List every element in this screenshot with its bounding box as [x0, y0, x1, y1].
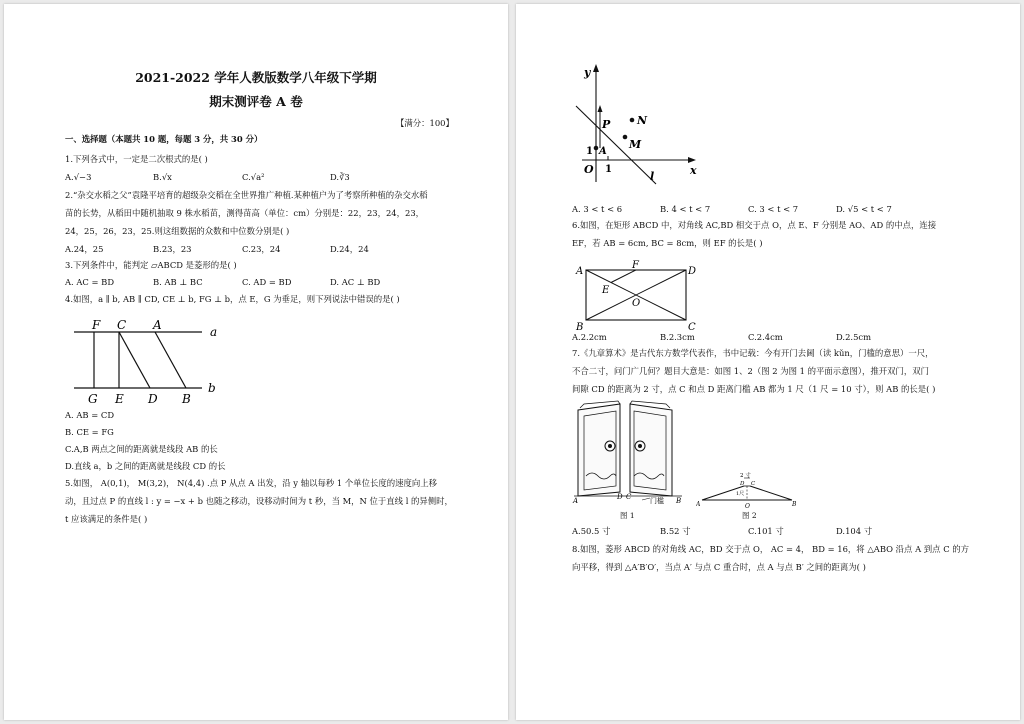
full-marks: 【满分：100】 — [396, 118, 454, 128]
q6-label-e: E — [602, 285, 610, 296]
q7-fig2-label-d: D — [740, 481, 745, 487]
q2-line-2: 苗的长势，从稻田中随机抽取 9 株水稻苗，测得苗高（单位：cm）分别是：22，23，24，23， — [65, 208, 425, 218]
q6-option-c: C.2.4cm — [748, 332, 783, 342]
q5-coordinate-figure — [572, 62, 702, 192]
q3-stem: 3.下列条件中，能判定 ▱ABCD 是菱形的是( ) — [65, 260, 237, 270]
q7-option-d: D.104 寸 — [836, 526, 873, 536]
q7-option-a: A.50.5 寸 — [572, 526, 611, 536]
q7-fig1-label-sill: 门槛 — [650, 497, 664, 504]
q6-label-a: A — [576, 266, 584, 277]
q3-option-d: D. AC ⊥ BD — [330, 277, 381, 287]
q4-stem: 4.如图，a ∥ b, AB ∥ CD, CE ⊥ b, FG ⊥ b，点 E，G 为垂足，则下列说法中错误的是( ) — [65, 294, 400, 304]
q6-label-f: F — [632, 260, 639, 271]
q6-option-a: A.2.2cm — [572, 332, 607, 342]
left-page — [4, 4, 508, 720]
q7-line-3: 间隙 CD 的距离为 2 寸，点 C 和点 D 距离门槛 AB 都为 1 尺（1 尺 = 10 寸），则 AB 的长是( ) — [572, 384, 936, 394]
q6-label-c: C — [688, 322, 696, 332]
exam-subtitle: 期末测评卷 A 卷 — [209, 94, 303, 109]
q1-stem: 1.下列各式中，一定是二次根式的是( ) — [65, 154, 208, 164]
q4-option-c: C.A,B 两点之间的距离就是线段 AB 的长 — [65, 444, 218, 454]
q2-line-3: 24，25，26，23，25.则这组数据的众数和中位数分别是( ) — [65, 226, 290, 236]
q7-fig1-label-d: D — [617, 493, 623, 501]
q7-fig2-caption: 图 2 — [742, 511, 757, 520]
q5-option-d: D. √5 < t < 7 — [836, 204, 892, 214]
q1-option-d: D.∛3 — [330, 172, 350, 182]
q6-rectangle-figure — [574, 258, 700, 332]
q7-fig2-label-top: 2 寸 — [740, 473, 751, 479]
q7-line-1: 7.《九章算术》是古代东方数学代表作，书中记载：今有开门去阃（读 kǔn，门槛的意思）一尺， — [572, 348, 934, 358]
q4-label-b: B — [182, 392, 191, 406]
q7-fig1-label-a: A — [573, 497, 579, 504]
q6-line-1: 6.如图，在矩形 ABCD 中，对角线 AC,BD 相交于点 O，点 E、F 分别是 AO、AD 的中点，连接 — [572, 220, 937, 230]
q7-plan-figure — [696, 470, 798, 510]
q3-option-b: B. AB ⊥ BC — [153, 277, 203, 287]
q5-line-3: t 应该满足的条件是( ) — [65, 514, 148, 524]
q4-figure — [70, 312, 230, 412]
q6-option-b: B.2.3cm — [660, 332, 695, 342]
q2-option-b: B.23，23 — [153, 244, 192, 254]
q6-label-b: B — [576, 322, 584, 332]
q5-label-l: l — [650, 170, 655, 183]
q5-line-2: 动，且过点 P 的直线 l : y = −x + b 也随之移动，设移动时间为 t 秒，当 M，N 位于直线 l 的异侧时， — [65, 496, 453, 506]
q3-option-c: C. AD = BD — [242, 277, 292, 287]
right-page — [516, 4, 1020, 720]
q5-label-one-x: 1 — [605, 164, 612, 175]
q7-fig2-label-a: A — [696, 501, 701, 508]
q7-option-b: B.52 寸 — [660, 526, 691, 536]
q4-label-a: A — [153, 318, 162, 332]
q5-label-a: A — [599, 146, 607, 157]
q5-label-o: O — [584, 163, 594, 176]
q2-option-d: D.24，24 — [330, 244, 369, 254]
q5-label-m: M — [629, 138, 642, 151]
q7-fig2-label-b: B — [792, 501, 797, 508]
q5-option-b: B. 4 < t < 7 — [660, 204, 711, 214]
q6-line-2: EF，若 AB = 6cm, BC = 8cm，则 EF 的长是( ) — [572, 238, 763, 248]
q2-option-a: A.24，25 — [65, 244, 104, 254]
q7-fig2-label-o: O — [745, 503, 750, 510]
q5-label-n: N — [637, 114, 648, 127]
q7-fig1-label-c: C — [626, 493, 632, 501]
q7-fig1-label-b: B — [676, 497, 682, 504]
q5-label-x: x — [690, 164, 697, 177]
q1-option-a: A.√−3 — [65, 172, 92, 182]
q7-door-figure — [572, 400, 692, 504]
q7-fig2-label-c: C — [751, 481, 756, 487]
q4-option-d: D.直线 a，b 之间的距离就是线段 CD 的长 — [65, 461, 226, 471]
q4-option-a: A. AB = CD — [65, 410, 115, 420]
q1-option-c: C.√a² — [242, 172, 265, 182]
q5-line-1: 5.如图， A(0,1)， M(3,2)， N(4,4) .点 P 从点 A 出发，沿 y 轴以每秒 1 个单位长度的速度向上移 — [65, 478, 437, 488]
exam-title: 2021-2022 学年人教版数学八年级下学期 — [135, 70, 377, 85]
q2-line-1: 2.“杂交水稻之父”袁隆平培育的超级杂交稻在全世界推广种植.某种植户为了考察所种植的杂交水稻 — [65, 190, 428, 200]
q5-label-p: P — [602, 118, 611, 131]
q5-option-c: C. 3 < t < 7 — [748, 204, 799, 214]
section-heading: 一、选择题（本题共 10 题，每题 3 分，共 30 分） — [65, 134, 263, 144]
q4-label-c: C — [117, 318, 127, 332]
q4-label-line-a: a — [210, 325, 218, 339]
q5-label-one-y: 1 — [586, 146, 593, 157]
q7-fig2-label-one-chi: 1尺 — [736, 491, 745, 497]
q4-option-b: B. CE = FG — [65, 427, 114, 437]
q4-label-f: F — [92, 318, 101, 332]
q3-option-a: A. AC = BD — [65, 277, 115, 287]
q1-option-b: B.√x — [153, 172, 172, 182]
q6-label-d: D — [688, 266, 697, 277]
q7-option-c: C.101 寸 — [748, 526, 784, 536]
q5-option-a: A. 3 < t < 6 — [572, 204, 623, 214]
q6-label-o: O — [632, 298, 641, 309]
q4-label-e: E — [115, 392, 124, 406]
q5-label-y: y — [584, 66, 591, 79]
q8-line-2: 向平移，得到 △A′B′O′，当点 A′ 与点 C 重合时，点 A 与点 B′ 之间的距离为( ) — [572, 562, 866, 572]
q8-line-1: 8.如图，菱形 ABCD 的对角线 AC，BD 交于点 O， AC = 4， BD = 16，将 △ABO 沿点 A 到点 C 的方 — [572, 544, 970, 554]
q4-label-g: G — [88, 392, 98, 406]
q7-fig1-caption: 图 1 — [620, 511, 635, 520]
q2-option-c: C.23，24 — [242, 244, 281, 254]
q4-label-d: D — [148, 392, 158, 406]
q4-label-line-b: b — [208, 381, 216, 395]
q7-line-2: 不合二寸，问门广几何？题目大意是：如图 1、2（图 2 为图 1 的平面示意图），推开双门，双门 — [572, 366, 930, 376]
q6-option-d: D.2.5cm — [836, 332, 872, 342]
